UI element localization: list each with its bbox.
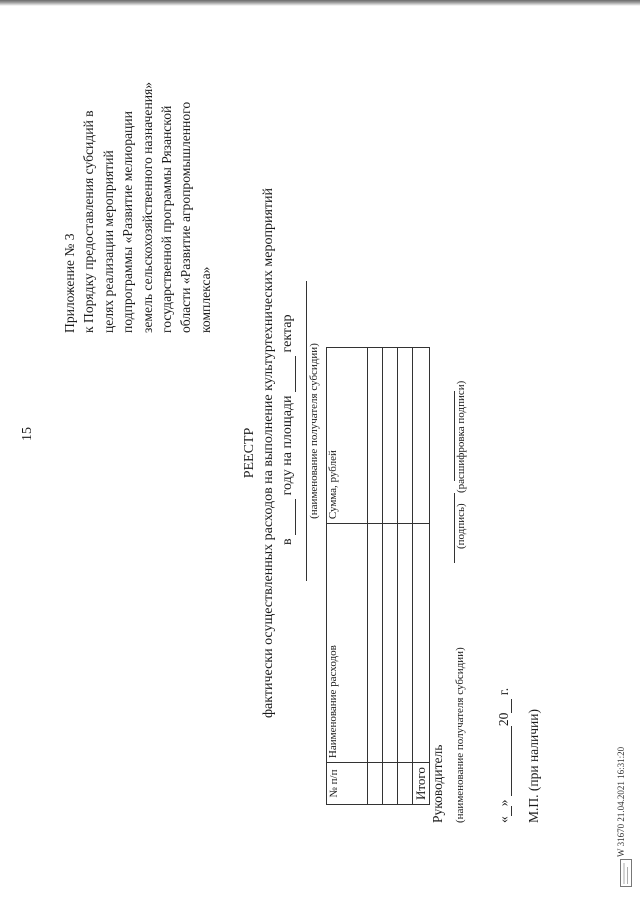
year-suffix: г. <box>496 687 511 696</box>
year-prefix: 20 <box>496 712 511 727</box>
year-suffix-blank <box>498 699 512 713</box>
head-label: Руководитель <box>430 744 445 823</box>
registration-stamp-icon <box>620 859 632 887</box>
area-unit: гектар <box>280 314 295 353</box>
header-expense-name: Наименование расходов <box>327 524 368 763</box>
appendix-line: целях реализации мероприятий <box>100 150 116 333</box>
header-number: № п/п <box>327 763 368 805</box>
appendix-line: Приложение № 3 <box>62 233 77 333</box>
month-blank <box>498 726 512 796</box>
header-amount: Сумма, рублей <box>327 348 368 524</box>
appendix-line: комплекса» <box>197 266 213 333</box>
appendix-line: государственной программы Рязанской <box>159 105 175 333</box>
recipient-underline <box>306 281 307 581</box>
table-row <box>398 348 413 805</box>
scan-edge <box>0 0 640 6</box>
table-row <box>368 348 383 805</box>
date-line <box>496 688 512 823</box>
area-middle: году на площади <box>280 395 295 496</box>
table-row <box>383 348 398 805</box>
recipient-caption: (наименование получателя субсидии) <box>308 343 320 519</box>
year-blank <box>282 499 296 535</box>
day-blank <box>498 806 512 816</box>
decode-caption: (расшифровка подписи) <box>455 380 467 493</box>
area-blank <box>282 356 296 392</box>
seal-note: М.П. (при наличии) <box>526 709 541 823</box>
registration-meta: W 31670 21.04.2021 16:31:20 <box>616 746 626 857</box>
document-page <box>18 13 628 893</box>
expenses-table <box>326 347 430 805</box>
area-prefix: в <box>280 538 295 545</box>
total-label: Итого <box>413 763 430 805</box>
appendix-line: подпрограммы «Развитие мелиорации <box>120 111 136 333</box>
appendix-block <box>60 82 215 333</box>
area-line <box>280 315 296 545</box>
table-header-row <box>327 348 368 805</box>
appendix-line: земель сельскохозяйственного назначения» <box>139 81 155 333</box>
appendix-line: области «Развитие агропромышленного <box>178 101 194 333</box>
signature-caption: (подпись) <box>455 503 467 549</box>
appendix-line: к Порядку предоставления субсидий в <box>81 110 97 333</box>
date-close-quote: » <box>496 799 511 807</box>
document-subtitle: фактически осуществленных расходов на выполнение культуртехнических мероприятий <box>261 187 276 719</box>
date-open-quote: « <box>496 816 511 823</box>
table-total-row <box>413 348 430 805</box>
head-recipient-caption: (наименование получателя субсидии) <box>454 647 466 823</box>
page-number: 15 <box>20 427 35 441</box>
document-title: РЕЕСТР <box>242 427 257 479</box>
